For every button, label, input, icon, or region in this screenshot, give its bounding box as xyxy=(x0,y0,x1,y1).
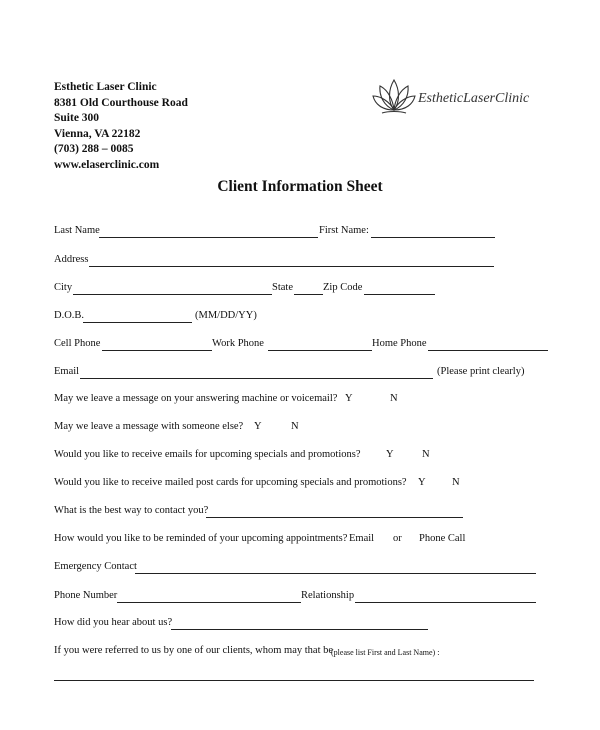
first-name-label: First Name: xyxy=(319,225,369,236)
email-field[interactable] xyxy=(80,378,433,379)
zip-field[interactable] xyxy=(364,294,435,295)
dob-format-hint: (MM/DD/YY) xyxy=(195,310,257,321)
address-label: Address xyxy=(54,254,89,265)
logo-wordmark: EstheticLaserClinic xyxy=(418,91,530,106)
relationship-field[interactable] xyxy=(355,602,536,603)
address-field[interactable] xyxy=(89,266,494,267)
postcards-question: Would you like to receive mailed post cards for upcoming specials and promotions? xyxy=(54,477,407,488)
someone-else-question: May we leave a message with someone else? xyxy=(54,421,244,432)
relationship-label: Relationship xyxy=(301,590,355,601)
state-field[interactable] xyxy=(294,294,323,295)
city-label: City xyxy=(54,282,73,293)
first-name-field[interactable] xyxy=(371,237,495,238)
emergency-contact-label: Emergency Contact xyxy=(54,561,137,572)
work-phone-label: Work Phone xyxy=(212,338,264,349)
clinic-street: 8381 Old Courthouse Road xyxy=(54,96,188,109)
home-phone-field[interactable] xyxy=(428,350,548,351)
clinic-city: Vienna, VA 22182 xyxy=(54,127,141,140)
referral-question: If you were referred to us by one of our clients, whom may that be xyxy=(54,645,334,656)
clinic-address-block xyxy=(54,80,188,173)
dob-label: D.O.B. xyxy=(54,310,85,321)
hear-about-question: How did you hear about us? xyxy=(54,617,173,628)
clinic-logo xyxy=(372,76,530,121)
last-name-field[interactable] xyxy=(99,237,318,238)
voicemail-yes-option[interactable]: Y xyxy=(345,393,353,404)
emergency-contact-field[interactable] xyxy=(135,573,536,574)
reminder-or-text: or xyxy=(393,533,402,544)
emails-promo-yes-option[interactable]: Y xyxy=(386,449,394,460)
city-field[interactable] xyxy=(73,294,272,295)
emails-promo-no-option[interactable]: N xyxy=(422,449,430,460)
page-title: Client Information Sheet xyxy=(217,178,383,195)
clinic-name: Esthetic Laser Clinic xyxy=(54,81,157,93)
contact-method-question: What is the best way to contact you? xyxy=(54,505,209,516)
emails-promo-question: Would you like to receive emails for upcoming specials and promotions? xyxy=(54,449,361,460)
work-phone-field[interactable] xyxy=(268,350,372,351)
referral-name-field[interactable] xyxy=(54,680,534,681)
contact-method-field[interactable] xyxy=(206,517,463,518)
someone-else-no-option[interactable]: N xyxy=(291,421,299,432)
zip-label: Zip Code xyxy=(323,282,363,293)
clinic-phone: (703) 288 – 0085 xyxy=(54,143,134,155)
cell-phone-label: Cell Phone xyxy=(54,338,101,349)
reminder-email-option[interactable]: Email xyxy=(349,533,375,544)
cell-phone-field[interactable] xyxy=(102,350,212,351)
hear-about-field[interactable] xyxy=(171,629,428,630)
someone-else-yes-option[interactable]: Y xyxy=(254,421,262,432)
state-label: State xyxy=(272,282,293,293)
email-note: (Please print clearly) xyxy=(437,366,525,377)
lotus-icon xyxy=(372,76,416,116)
dob-field[interactable] xyxy=(83,322,192,323)
voicemail-question: May we leave a message on your answering machine or voicemail? xyxy=(54,393,338,404)
home-phone-label: Home Phone xyxy=(372,338,427,349)
phone-number-label: Phone Number xyxy=(54,590,118,601)
phone-number-field[interactable] xyxy=(117,602,301,603)
clinic-website: www.elaserclinic.com xyxy=(54,158,160,171)
reminder-phone-option[interactable]: Phone Call xyxy=(419,533,466,544)
voicemail-no-option[interactable]: N xyxy=(390,393,398,404)
reminder-question: How would you like to be reminded of your upcoming appointments? xyxy=(54,533,348,544)
referral-note: (please list First and Last Name) : xyxy=(331,648,440,657)
postcards-no-option[interactable]: N xyxy=(452,477,460,488)
clinic-suite: Suite 300 xyxy=(54,112,100,124)
last-name-label: Last Name xyxy=(54,225,100,236)
email-label: Email xyxy=(54,366,80,377)
postcards-yes-option[interactable]: Y xyxy=(418,477,426,488)
